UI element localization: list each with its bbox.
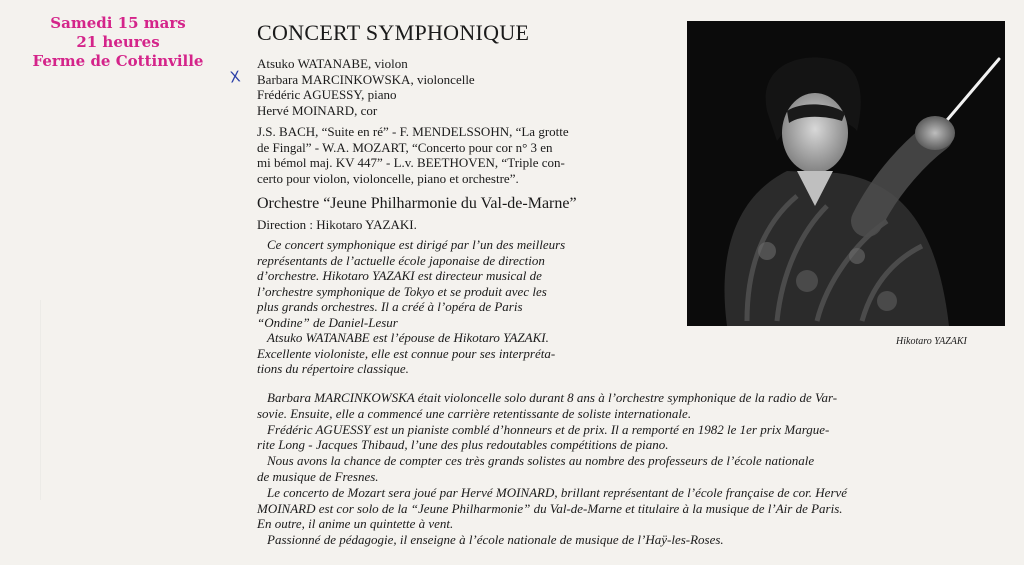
performer-item: Barbara MARCINKOWSKA, violoncelle xyxy=(257,71,475,87)
bio-line: l’orchestre symphonique de Tokyo et se produit avec les xyxy=(257,283,547,299)
bio-line: représentants de l’actuelle école japonaise de direction xyxy=(257,252,545,268)
direction-line: Direction : Hikotaro YAZAKI. xyxy=(257,217,417,232)
page-title: CONCERT SYMPHONIQUE xyxy=(257,20,530,45)
conductor-photo-drawing xyxy=(687,21,1005,326)
performer-item: Frédéric AGUESSY, piano xyxy=(257,87,397,102)
bio-line: MOINARD est cor solo de la “Jeune Philharmonie” du Val-de-Marne et titulaire à la musique de l’Air de Paris. xyxy=(257,500,843,516)
bio-line: Frédéric AGUESSY est un pianiste comblé d’honneurs et de prix. Il a remporté en 1982 le 1er prix Margue- xyxy=(267,421,830,437)
event-date-block xyxy=(18,14,218,71)
bio-line: Nous avons la chance de compter ces très grands solistes au nombre des professeurs de l’école nationale xyxy=(267,453,815,469)
bio-line: Le concerto de Mozart sera joué par Hervé MOINARD, brillant représentant de l’école française de cor. Hervé xyxy=(267,484,848,500)
program-text xyxy=(257,124,677,186)
bio-line: Excellente violoniste, elle est connue pour ses interpréta- xyxy=(257,345,556,361)
photo-caption: Hikotaro YAZAKI xyxy=(896,336,967,347)
handwritten-x-mark: X xyxy=(228,67,242,87)
bio-line: Ce concert symphonique est dirigé par l’un des meilleurs xyxy=(267,237,566,252)
bio-line: rite Long - Jacques Thibaud, l’une des plus redoutables compétitions de piano. xyxy=(257,437,669,453)
faint-bleedthrough xyxy=(40,300,201,500)
program-line: mi bémol maj. KV 447” - L.v. BEETHOVEN, “Triple con- xyxy=(257,155,565,171)
program-line: certo pour violon, violoncelle, piano et orchestre”. xyxy=(257,170,519,186)
event-date: Samedi 15 mars xyxy=(50,14,186,32)
performer-list xyxy=(257,56,677,118)
performer-item: Hervé MOINARD, cor xyxy=(257,102,378,118)
bio-line: En outre, il anime un quintette à vent. xyxy=(257,516,454,532)
event-venue: Ferme de Cottinville xyxy=(32,52,204,70)
bio-line: plus grands orchestres. Il a créé à l’opéra de Paris xyxy=(257,299,523,314)
bio-line: “Ondine” de Daniel-Lesur xyxy=(257,314,398,330)
bio-line: tions du répertoire classique. xyxy=(257,361,409,376)
bio-line: Passionné de pédagogie, il enseigne à l’école nationale de musique de l’Haÿ-les-Roses. xyxy=(267,532,724,548)
performer-item: Atsuko WATANABE, violon xyxy=(257,56,408,71)
event-time: 21 heures xyxy=(76,33,160,51)
conductor-photo xyxy=(687,21,1005,326)
orchestra-heading: Orchestre “Jeune Philharmonie du Val-de-Marne” xyxy=(257,195,577,212)
bio-line: sovie. Ensuite, elle a commencé une carrière retentissante de soliste internationale. xyxy=(257,405,692,421)
bio-line: Barbara MARCINKOWSKA était violoncelle solo durant 8 ans à l’orchestre symphonique de la radio de Var- xyxy=(267,390,838,405)
bio-line: de musique de Fresnes. xyxy=(257,468,379,484)
bio-line: d’orchestre. Hikotaro YAZAKI est directeur musical de xyxy=(257,268,542,283)
conductor-bio xyxy=(257,237,687,377)
program-line: J.S. BACH, “Suite en ré” - F. MENDELSSOHN, “La grotte xyxy=(257,124,569,139)
soloists-bio xyxy=(257,390,1017,548)
bio-line: Atsuko WATANABE est l’épouse de Hikotaro YAZAKI. xyxy=(267,330,549,345)
program-line: de Fingal” - W.A. MOZART, “Concerto pour cor n° 3 en xyxy=(257,139,553,155)
